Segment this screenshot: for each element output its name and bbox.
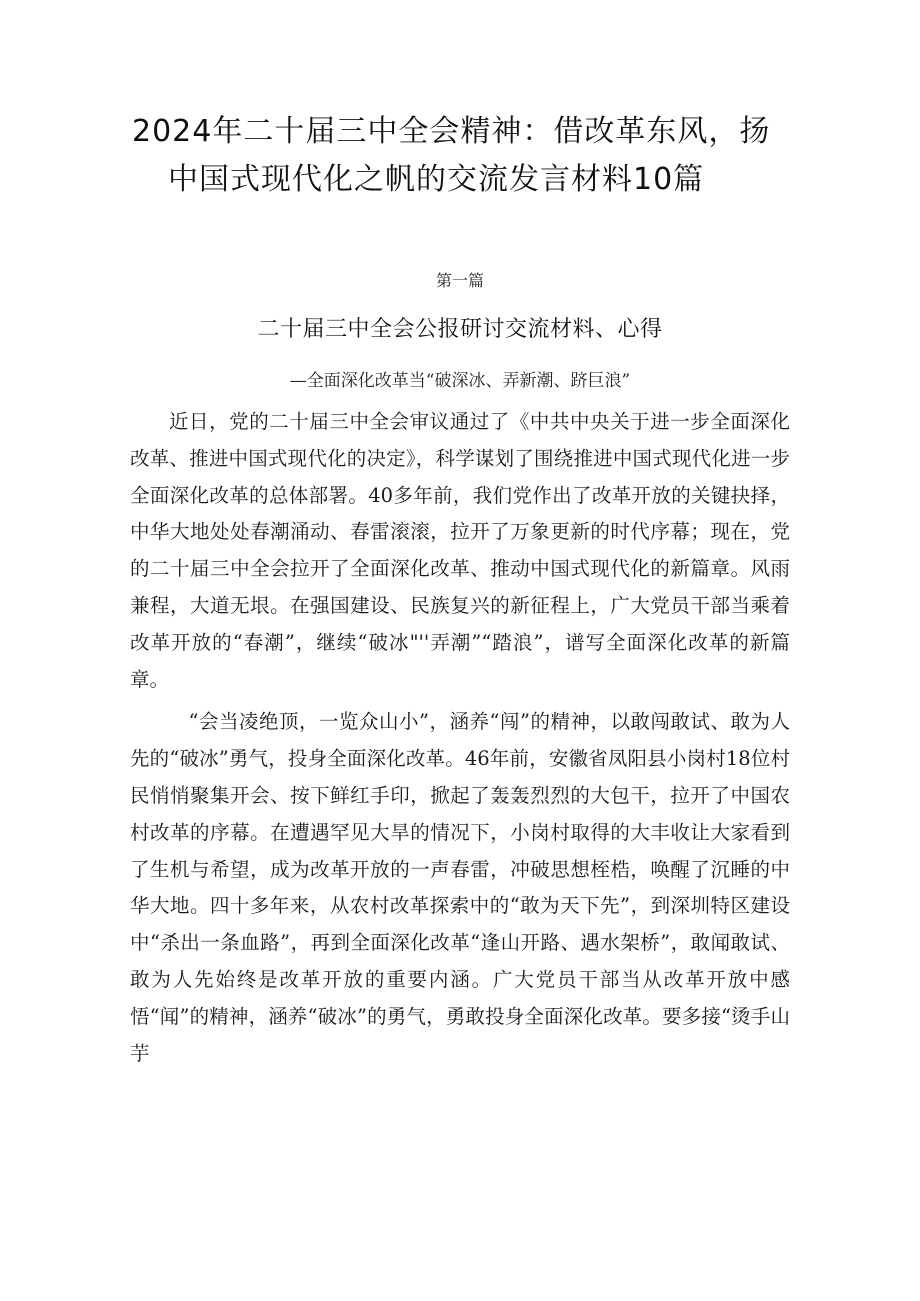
- section-subtitle: —全面深化改革当“破深冰、弄新潮、跻巨浪”: [289, 371, 631, 391]
- paragraph-2: “会当凌绝顶，一览众山小”，涵养“闯”的精神，以敢闯敢试、敢为人先的“破冰”勇气，投身全面深化改革。46年前，安徽省凤阳县小岗村18位村民悄悄聚集开会、按下鲜红手印，掀起了轰轰烈烈的大包干，拉开了中国农村改革的序幕。在遭遇罕见大旱的情况下，小岗村取得的大丰收让大家看到了生机与希望，成为改革开放的一声春雷，冲破思想桎梏，唤醒了沉睡的中华大地。四十多年来，从农村改革探索中的“敢为天下先”，到深圳特区建设中“杀出一条血路”，再到全面深化改革“逢山开路、遇水架桥”，敢闻敢试、敢为人先始终是改革开放的重要内涵。广大党员干部当从改革开放中感悟“闻”的精神，涵养“破冰”的勇气，勇敢投身全面深化改革。要多接“烫手山芋: [130, 710, 790, 1065]
- document-title-line-1: 2024年二十届三中全会精神：借改革东风，扬: [132, 114, 771, 149]
- body-text: [130, 404, 790, 1072]
- paragraph-1: 近日，党的二十届三中全会审议通过了《中共中央关于进一步全面深化改革、推进中国式现代化的决定》，科学谋划了围绕推进中国式现代化进一步全面深化改革的总体部署。40多年前，我们党作出了改革开放的关键抉择，中华大地处处春潮涌动、春雷滚滚，拉开了万象更新的时代序幕；现在，党的二十届三中全会拉开了全面深化改革、推动中国式现代化的新篇章。风雨兼程，大道无垠。在强国建设、民族复兴的新征程上，广大党员干部当乘着改革开放的“春潮”，继续“破冰"''弄潮”“踏浪”，谱写全面深化改革的新篇章。: [130, 410, 790, 691]
- document-title-line-2: 中国式现代化之帆的交流发言材料10篇: [168, 162, 705, 197]
- section-title: 二十届三中全会公报研讨交流材料、心得: [257, 317, 663, 342]
- document-title: [100, 108, 820, 204]
- section-label: 第一篇: [435, 271, 484, 290]
